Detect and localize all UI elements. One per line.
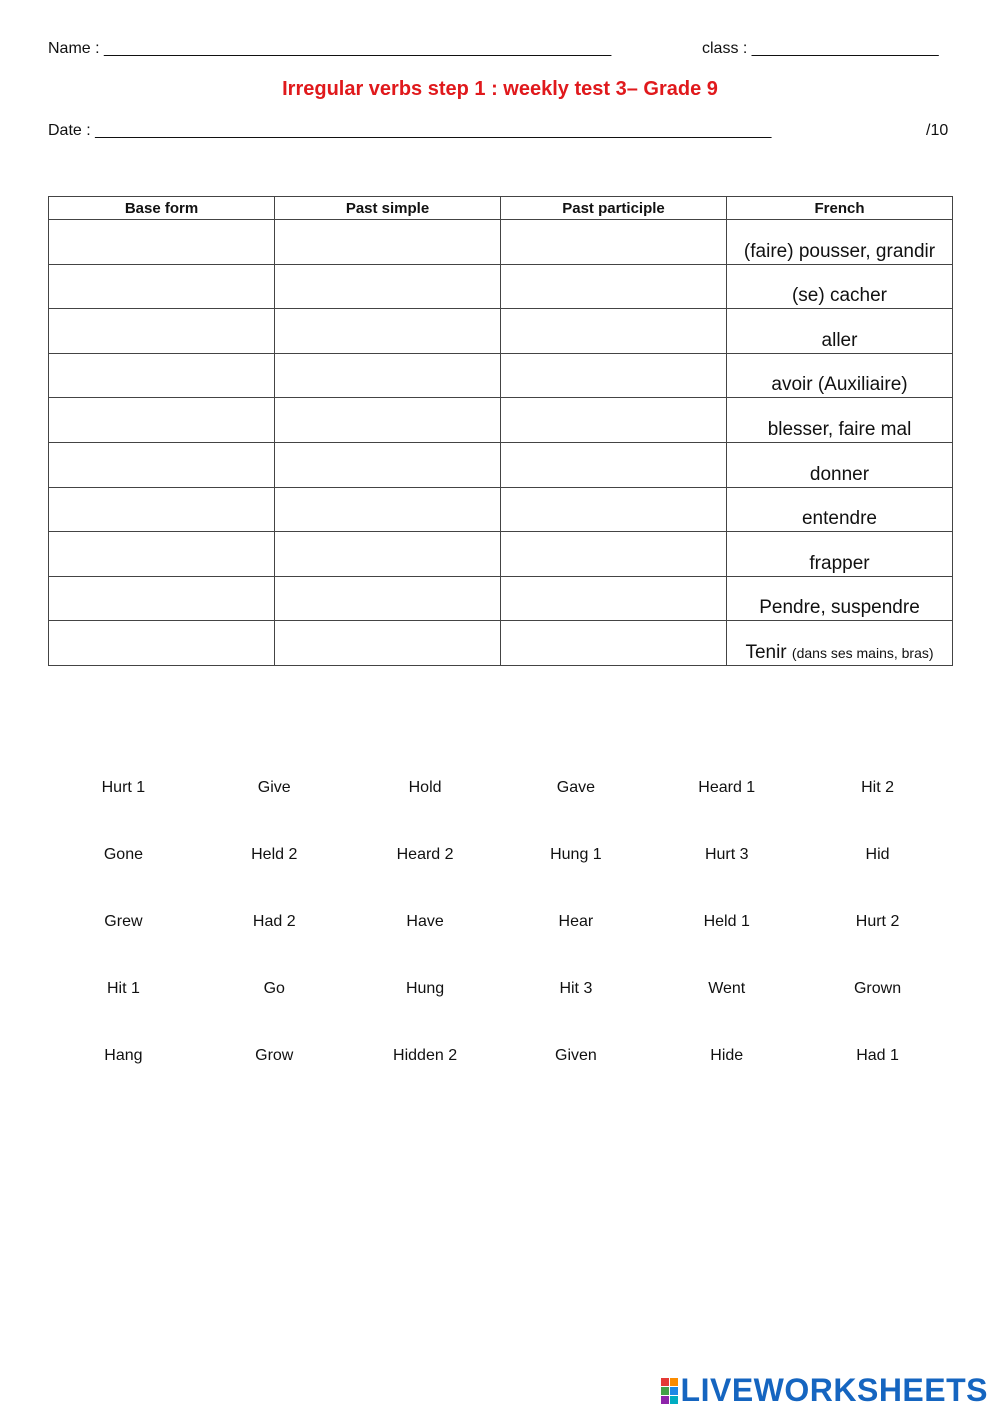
logo-square bbox=[670, 1378, 678, 1386]
french-cell bbox=[727, 487, 953, 532]
base-form-answer-cell[interactable] bbox=[49, 442, 275, 487]
french-cell bbox=[727, 532, 953, 577]
table-row bbox=[49, 398, 953, 443]
brand-text: LIVEWORKSHEETS bbox=[680, 1372, 988, 1408]
base-form-answer-cell[interactable] bbox=[49, 220, 275, 265]
french-cell bbox=[727, 309, 953, 354]
past-participle-answer-cell[interactable] bbox=[501, 532, 727, 577]
logo-square bbox=[661, 1396, 669, 1404]
past-participle-answer-cell[interactable] bbox=[501, 220, 727, 265]
logo-icon bbox=[661, 1378, 678, 1404]
base-form-answer-cell[interactable] bbox=[49, 576, 275, 621]
logo-square bbox=[670, 1387, 678, 1395]
base-form-answer-cell[interactable] bbox=[49, 621, 275, 666]
base-form-answer-cell[interactable] bbox=[49, 353, 275, 398]
logo-square bbox=[661, 1387, 669, 1395]
word-bank-item[interactable]: Hit 1 bbox=[106, 980, 140, 997]
french-cell bbox=[727, 621, 953, 666]
past-simple-answer-cell[interactable] bbox=[275, 532, 501, 577]
word-bank-item[interactable]: Give bbox=[257, 779, 291, 796]
word-bank-item[interactable]: Heard 2 bbox=[396, 846, 454, 863]
french-translation: aller bbox=[821, 329, 858, 351]
table-row bbox=[49, 309, 953, 354]
table-row bbox=[49, 576, 953, 621]
word-bank-item[interactable]: Hurt 3 bbox=[704, 846, 749, 863]
word-bank-item[interactable]: Hurt 2 bbox=[855, 913, 900, 930]
french-translation: blesser, faire mal bbox=[767, 418, 912, 440]
base-form-answer-cell[interactable] bbox=[49, 487, 275, 532]
past-simple-answer-cell[interactable] bbox=[275, 487, 501, 532]
word-bank-item[interactable]: Hang bbox=[104, 1047, 143, 1064]
table-row bbox=[49, 442, 953, 487]
word-bank-item[interactable]: Hurt 1 bbox=[101, 779, 146, 796]
table-row bbox=[49, 532, 953, 577]
word-bank bbox=[48, 770, 953, 1105]
table-row bbox=[49, 487, 953, 532]
past-simple-answer-cell[interactable] bbox=[275, 576, 501, 621]
word-bank-item[interactable]: Hung bbox=[405, 980, 445, 997]
past-participle-answer-cell[interactable] bbox=[501, 309, 727, 354]
past-participle-answer-cell[interactable] bbox=[501, 264, 727, 309]
word-bank-item[interactable]: Grew bbox=[104, 913, 143, 930]
past-participle-answer-cell[interactable] bbox=[501, 442, 727, 487]
french-translation: (faire) pousser, grandir bbox=[743, 240, 936, 262]
name-field[interactable]: Name : _________________________________________________________ bbox=[48, 40, 612, 57]
table-row bbox=[49, 220, 953, 265]
base-form-answer-cell[interactable] bbox=[49, 264, 275, 309]
table-row bbox=[49, 353, 953, 398]
past-participle-answer-cell[interactable] bbox=[501, 398, 727, 443]
past-simple-answer-cell[interactable] bbox=[275, 220, 501, 265]
class-field[interactable]: class : _____________________ bbox=[702, 40, 939, 57]
word-bank-item[interactable]: Grown bbox=[853, 980, 902, 997]
french-cell bbox=[727, 264, 953, 309]
header-french: French bbox=[727, 197, 953, 220]
word-bank-item[interactable]: Grow bbox=[255, 1047, 294, 1064]
french-cell bbox=[727, 442, 953, 487]
french-cell bbox=[727, 220, 953, 265]
table-row bbox=[49, 264, 953, 309]
word-bank-item[interactable]: Gave bbox=[556, 779, 596, 796]
word-bank-row bbox=[48, 904, 953, 971]
word-bank-item[interactable]: Hung 1 bbox=[550, 846, 602, 863]
french-cell bbox=[727, 398, 953, 443]
word-bank-row bbox=[48, 837, 953, 904]
french-translation: avoir (Auxiliaire) bbox=[771, 374, 908, 396]
word-bank-item[interactable]: Had 1 bbox=[856, 1047, 899, 1064]
past-simple-answer-cell[interactable] bbox=[275, 398, 501, 443]
score-label: /10 bbox=[926, 122, 949, 139]
word-bank-item[interactable]: Hit 3 bbox=[559, 980, 593, 997]
word-bank-row bbox=[48, 1038, 953, 1105]
word-bank-item[interactable]: Held 2 bbox=[251, 846, 298, 863]
word-bank-item[interactable]: Go bbox=[263, 980, 285, 997]
liveworksheets-logo bbox=[661, 1372, 988, 1409]
french-note: (dans ses mains, bras) bbox=[791, 644, 934, 661]
base-form-answer-cell[interactable] bbox=[49, 532, 275, 577]
table-row bbox=[49, 621, 953, 666]
word-bank-item[interactable]: Heard 1 bbox=[698, 779, 756, 796]
french-cell bbox=[727, 353, 953, 398]
word-bank-row bbox=[48, 971, 953, 1038]
header-base-form: Base form bbox=[49, 197, 275, 220]
word-bank-item[interactable]: Gone bbox=[103, 846, 143, 863]
table-header-row bbox=[49, 197, 953, 220]
verbs-table bbox=[48, 196, 953, 666]
header-past-participle: Past participle bbox=[501, 197, 727, 220]
past-participle-answer-cell[interactable] bbox=[501, 353, 727, 398]
past-participle-answer-cell[interactable] bbox=[501, 487, 727, 532]
base-form-answer-cell[interactable] bbox=[49, 309, 275, 354]
french-translation: Pendre, suspendre bbox=[759, 597, 920, 619]
word-bank-item[interactable]: Have bbox=[406, 913, 444, 930]
word-bank-item[interactable]: Hold bbox=[408, 779, 442, 796]
word-bank-item[interactable]: Hide bbox=[710, 1047, 744, 1064]
word-bank-item[interactable]: Given bbox=[555, 1047, 597, 1064]
past-simple-answer-cell[interactable] bbox=[275, 621, 501, 666]
french-translation: Tenir bbox=[745, 641, 787, 663]
word-bank-item[interactable]: Hear bbox=[558, 913, 594, 930]
header-past-simple: Past simple bbox=[275, 197, 501, 220]
word-bank-item[interactable]: Hid bbox=[865, 846, 890, 863]
past-simple-answer-cell[interactable] bbox=[275, 309, 501, 354]
word-bank-item[interactable]: Had 2 bbox=[252, 913, 296, 930]
logo-square bbox=[661, 1378, 669, 1386]
french-translation: (se) cacher bbox=[791, 285, 888, 307]
word-bank-item[interactable]: Hit 2 bbox=[861, 779, 894, 796]
word-bank-item[interactable]: Went bbox=[708, 980, 746, 997]
base-form-answer-cell[interactable] bbox=[49, 398, 275, 443]
french-cell bbox=[727, 576, 953, 621]
past-participle-answer-cell[interactable] bbox=[501, 621, 727, 666]
past-participle-answer-cell[interactable] bbox=[501, 576, 727, 621]
date-field[interactable]: Date : ____________________________________________________________________________ bbox=[48, 122, 772, 139]
word-bank-item[interactable]: Held 1 bbox=[703, 913, 750, 930]
past-simple-answer-cell[interactable] bbox=[275, 442, 501, 487]
word-bank-item[interactable]: Hidden 2 bbox=[393, 1047, 458, 1064]
logo-square bbox=[670, 1396, 678, 1404]
past-simple-answer-cell[interactable] bbox=[275, 353, 501, 398]
french-translation: entendre bbox=[801, 508, 877, 530]
page-title: Irregular verbs step 1 : weekly test 3– Grade 9 bbox=[282, 78, 718, 100]
past-simple-answer-cell[interactable] bbox=[275, 264, 501, 309]
word-bank-row bbox=[48, 770, 953, 837]
french-translation: donner bbox=[809, 463, 870, 485]
french-translation: frapper bbox=[809, 552, 870, 574]
